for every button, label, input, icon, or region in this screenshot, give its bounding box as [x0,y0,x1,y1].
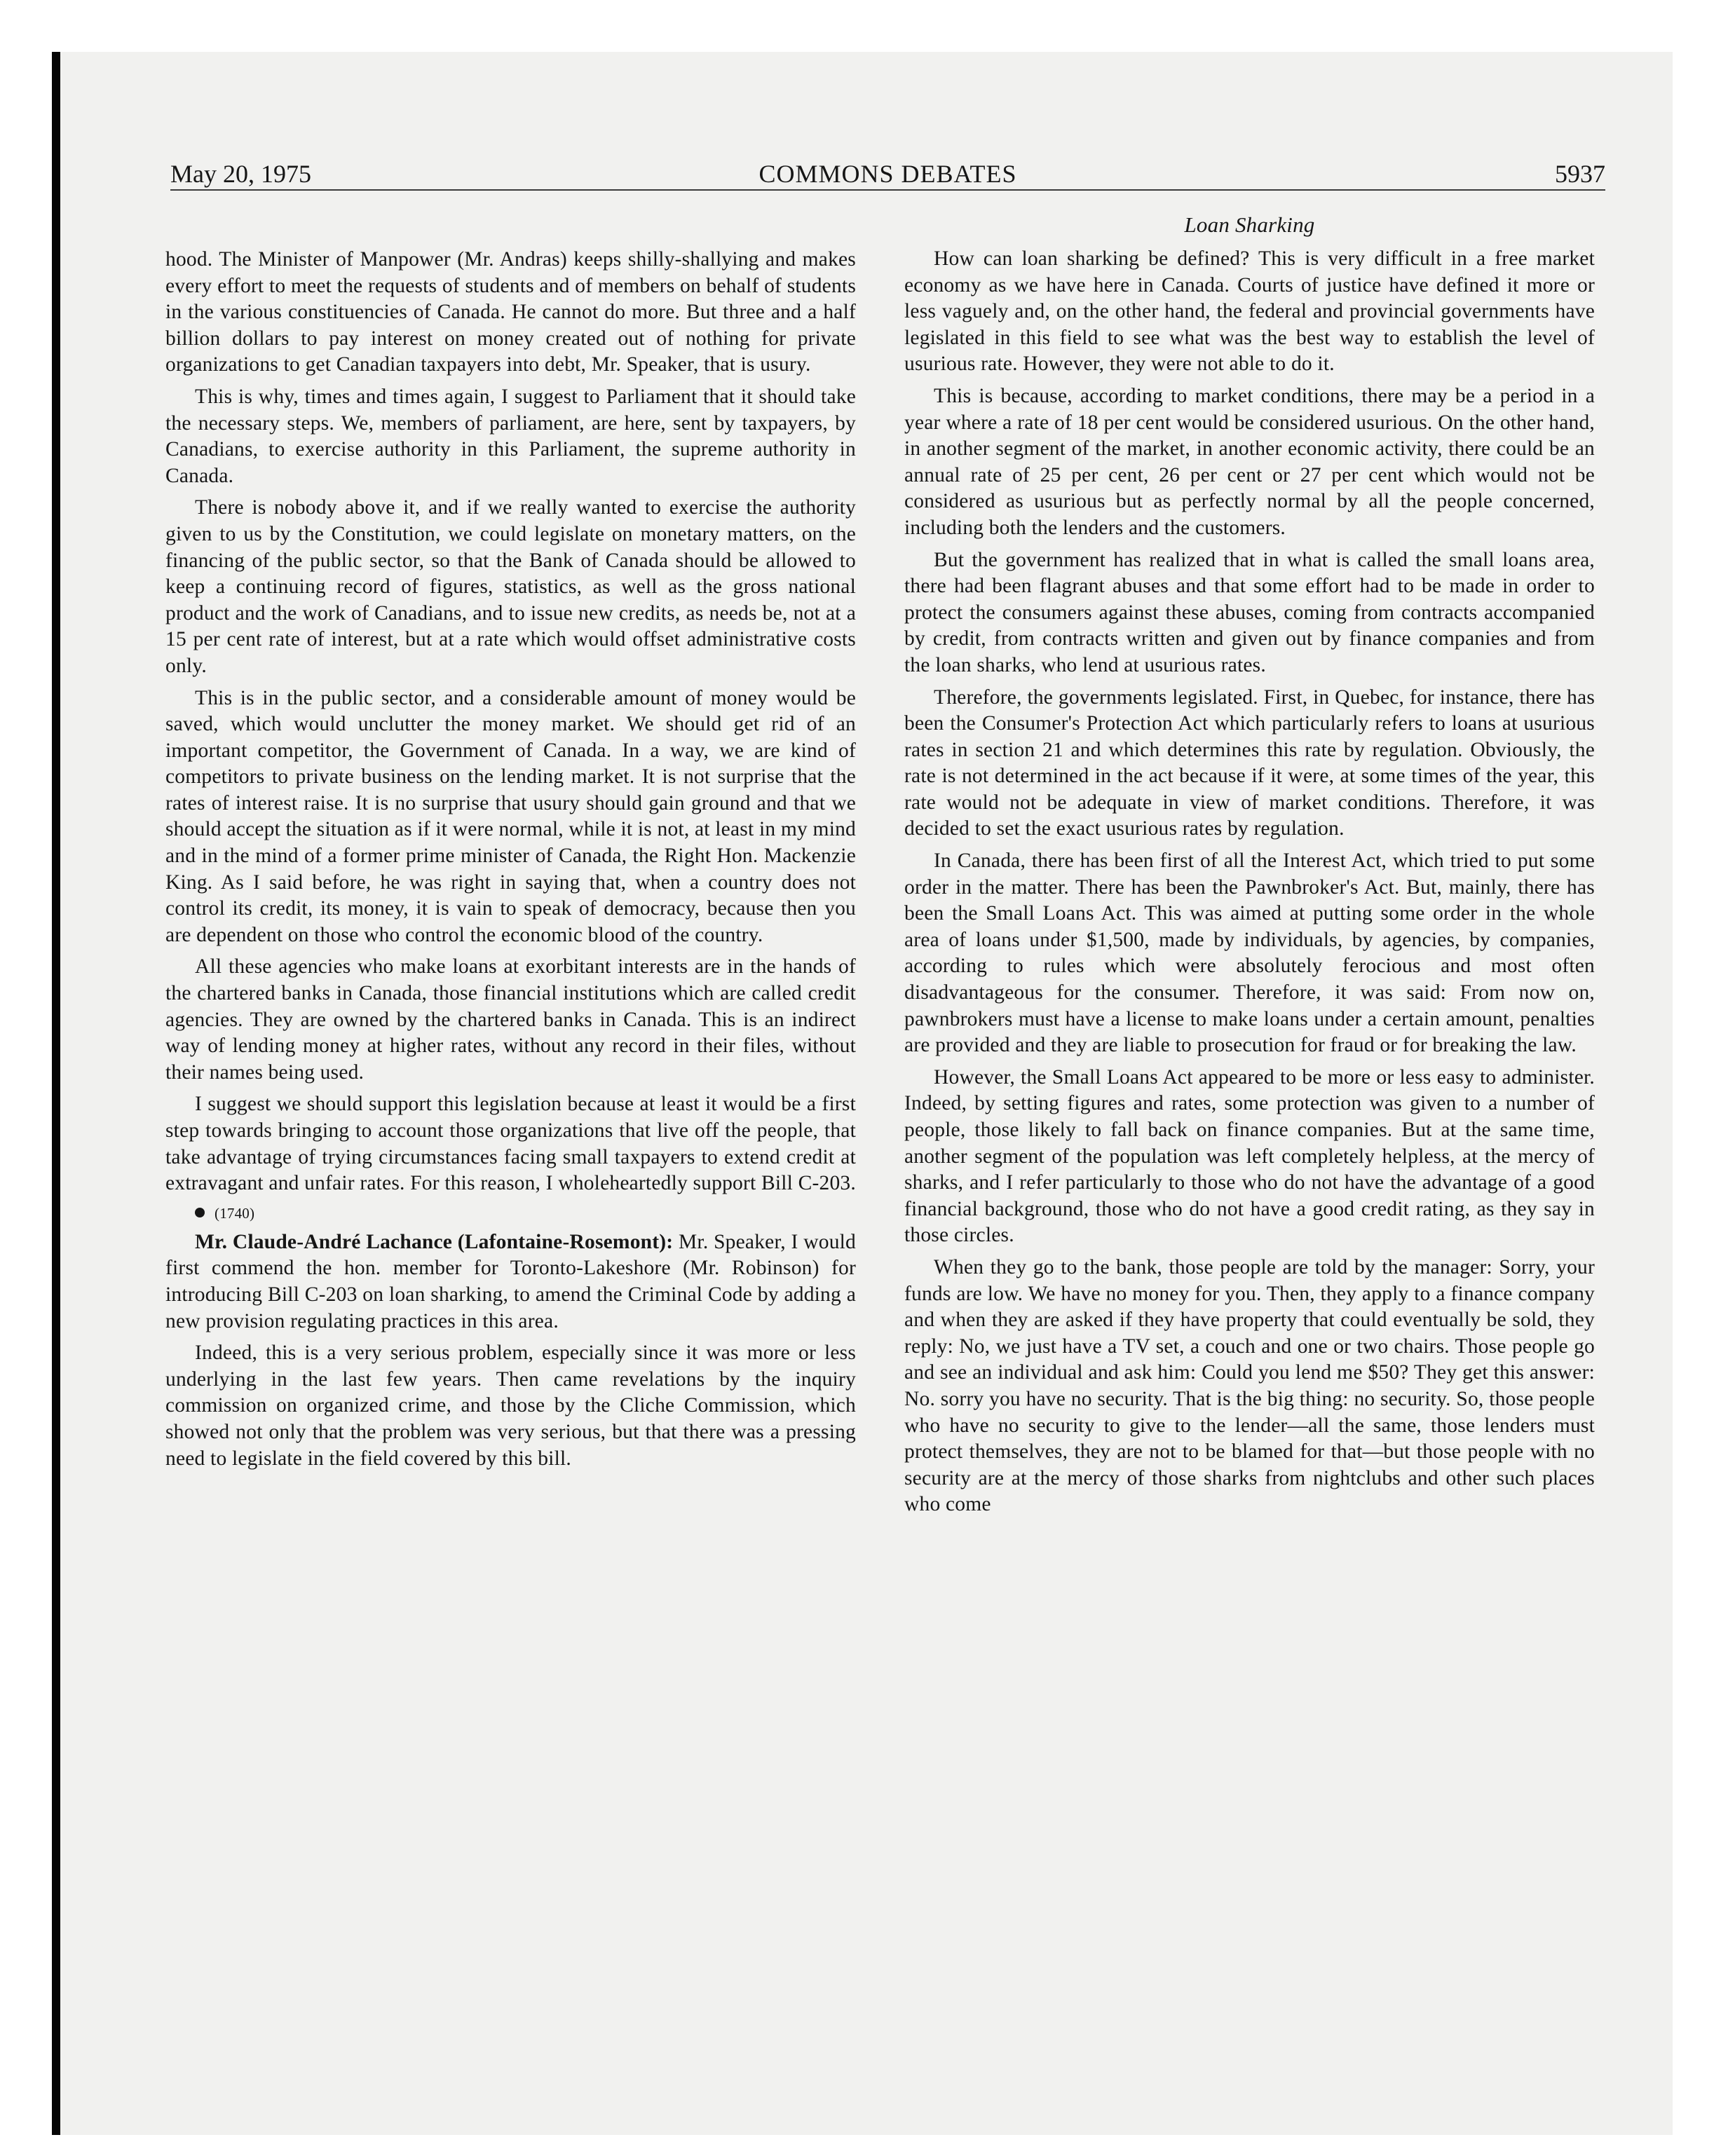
paragraph: All these agencies who make loans at exorbitant interests are in the hands of the chartered banks in Canada, those financial institutions which are called credit agencies. They are owned by the chartered banks in Canada. This is an indirect way of lending money at higher rates, without any record in their files, without their names being used. [165,955,856,1084]
paragraph: This is in the public sector, and a considerable amount of money would be saved, which would unclutter the money market. We should get rid of an important competitor, the Government of Canada. In a way, we are kind of competitors to private business on the lending market. It is not surprise that the rates of interest raise. It is no surprise that usury should gain ground and that we should accept the situation as if it were normal, while it is not, at least in my mind and in the mind of a former prime minister of Canada, the Right Hon. Mackenzie King. As I said before, he was right in saying that, when a country does not control its credit, its money, it is vain to speak of democracy, because then you are dependent on those who control the economic blood of the country. [165,686,856,946]
scan-border [52,52,60,2135]
bullet-icon [195,1208,205,1217]
header-date: May 20, 1975 [170,160,311,188]
timestamp-text: (1740) [215,1204,255,1222]
paragraph: Indeed, this is a very serious problem, especially since it was more or less underlying in the last few years. Then came revelations by the inquiry commission on organized crime, and those by the Cliche Commission, which showed not only that the problem was very serious, but that there was a pressing need to legislate in the field covered by this bill. [165,1342,856,1470]
speaker-name: Mr. Claude-André Lachance (Lafontaine-Rosemont): [195,1230,674,1253]
paragraph: hood. The Minister of Manpower (Mr. Andras) keeps shilly-shallying and makes every effort to meet the requests of students and of members on behalf of students in the various constituencies of Canada. He cannot do more. But three and a half billion dollars to pay interest on money created out of nothing for private organizations to get Canadian taxpayers into debt, Mr. Speaker, that is usury. [165,248,856,376]
paragraph: In Canada, there has been first of all the Interest Act, which tried to put some order in the matter. There has been the Pawnbroker's Act. But, mainly, there has been the Small Loans Act. This was aimed at putting some order in the whole area of loans under $1,500, made by individuals, by agencies, by companies, according to rules which were absolutely ferocious and most often disadvantageous for the consumer. Therefore, it was said: From now on, pawnbrokers must have a license to make loans under a certain amount, penalties are provided and they are liable to prosecution for fraud or for breaking the law. [904,850,1595,1057]
paragraph: Therefore, the governments legislated. First, in Quebec, for instance, there has been the Consumer's Protection Act which particularly refers to loans at usurious rates in section 21 and which determines this rate by regulation. Obviously, the rate is not determined in the act because if it were, at some times of the year, this rate would not be adequate in view of market conditions. Therefore, it was decided to set the exact usurious rates by regulation. [904,685,1595,840]
timestamp [165,1203,856,1224]
header-page-number: 5937 [1555,160,1605,188]
right-column [904,211,1595,1524]
paragraph: However, the Small Loans Act appeared to be more or less easy to administer. Indeed, by setting figures and rates, some protection was given to a number of people, those likely to fall back on finance companies. But at the same time, another segment of the population was left completely helpless, at the mercy of sharks, and I refer particularly to those who do not have the advantage of a good financial background, those who do not have a good credit rating, as they say in those circles. [904,1065,1595,1247]
left-column [165,247,856,1478]
paragraph: How can loan sharking be defined? This is very difficult in a free market economy as we have here in Canada. Courts of justice have defined it more or less vaguely and, on the other hand, the federal and provincial governments have legislated in this field to see what was the best way to establish the level of usurious rate. However, they were not able to do it. [904,247,1595,376]
paragraph: This is why, times and times again, I suggest to Parliament that it should take the necessary steps. We, members of parliament, are here, sent by taxpayers, by Canadians, to exercise authority in this Parliament, the supreme authority in Canada. [165,385,856,487]
paragraph: When they go to the bank, those people are told by the manager: Sorry, your funds are low. We have no money for you. Then, they apply to a finance company and when they are asked if they have property that could eventually be sold, they reply: No, we just have a TV set, a couch and one or two chairs. Those people go and see an individual and ask him: Could you lend me $50? They get this answer: No. sorry you have no security. That is the big thing: no security. So, those people who have no security to give to the lender—all the same, those lenders must protect themselves, they are not to be blamed for that—but those people with no security are at the mercy of those sharks from nightclubs and other such places who come [904,1255,1595,1516]
paragraph: But the government has realized that in what is called the small loans area, there had been flagrant abuses and that some effort had to be made in order to protect the consumers against these abuses, coming from contracts accompanied by credit, from contracts written and given out by finance companies and from the loan sharks, who lend at usurious rates. [904,548,1595,676]
paragraph: I suggest we should support this legislation because at least it would be a first step towards bringing to account those organizations that live off the people, that take advantage of trying circumstances facing small taxpayers to extend credit at extravagant and unfair rates. For this reason, I wholeheartedly support Bill C-203. [165,1093,856,1195]
speaker-paragraph [165,1229,856,1335]
header-rule [170,189,1605,191]
page-header [170,158,1605,189]
paragraph: There is nobody above it, and if we really wanted to exercise the authority given to us by the Constitution, we could legislate on monetary matters, on the financing of the public sector, so that the Bank of Canada should be allowed to keep a continuing record of figures, statistics, as well as the gross national product and the work of Canadians, and to issue new credits, as needs be, not at a 15 per cent rate of interest, but at a rate which would offset administrative costs only. [165,496,856,677]
speaker-text: Mr. Speaker, I would first commend the hon. member for Toronto-Lakeshore (Mr. Robinson) for introducing Bill C-203 on loan sharking, to amend the Criminal Code by adding a new provision regulating practices in this area. [165,1230,856,1332]
section-title: Loan Sharking [1184,212,1315,237]
header-publication: COMMONS DEBATES [758,160,1017,188]
paragraph: This is because, according to market conditions, there may be a period in a year where a rate of 18 per cent would be considered usurious. On the other hand, in another segment of the market, in another economic activity, there could be an annual rate of 25 per cent, 26 per cent or 27 per cent which would not be considered as usurious but as perfectly normal by all the people concerned, including both the lenders and the customers. [904,384,1595,539]
